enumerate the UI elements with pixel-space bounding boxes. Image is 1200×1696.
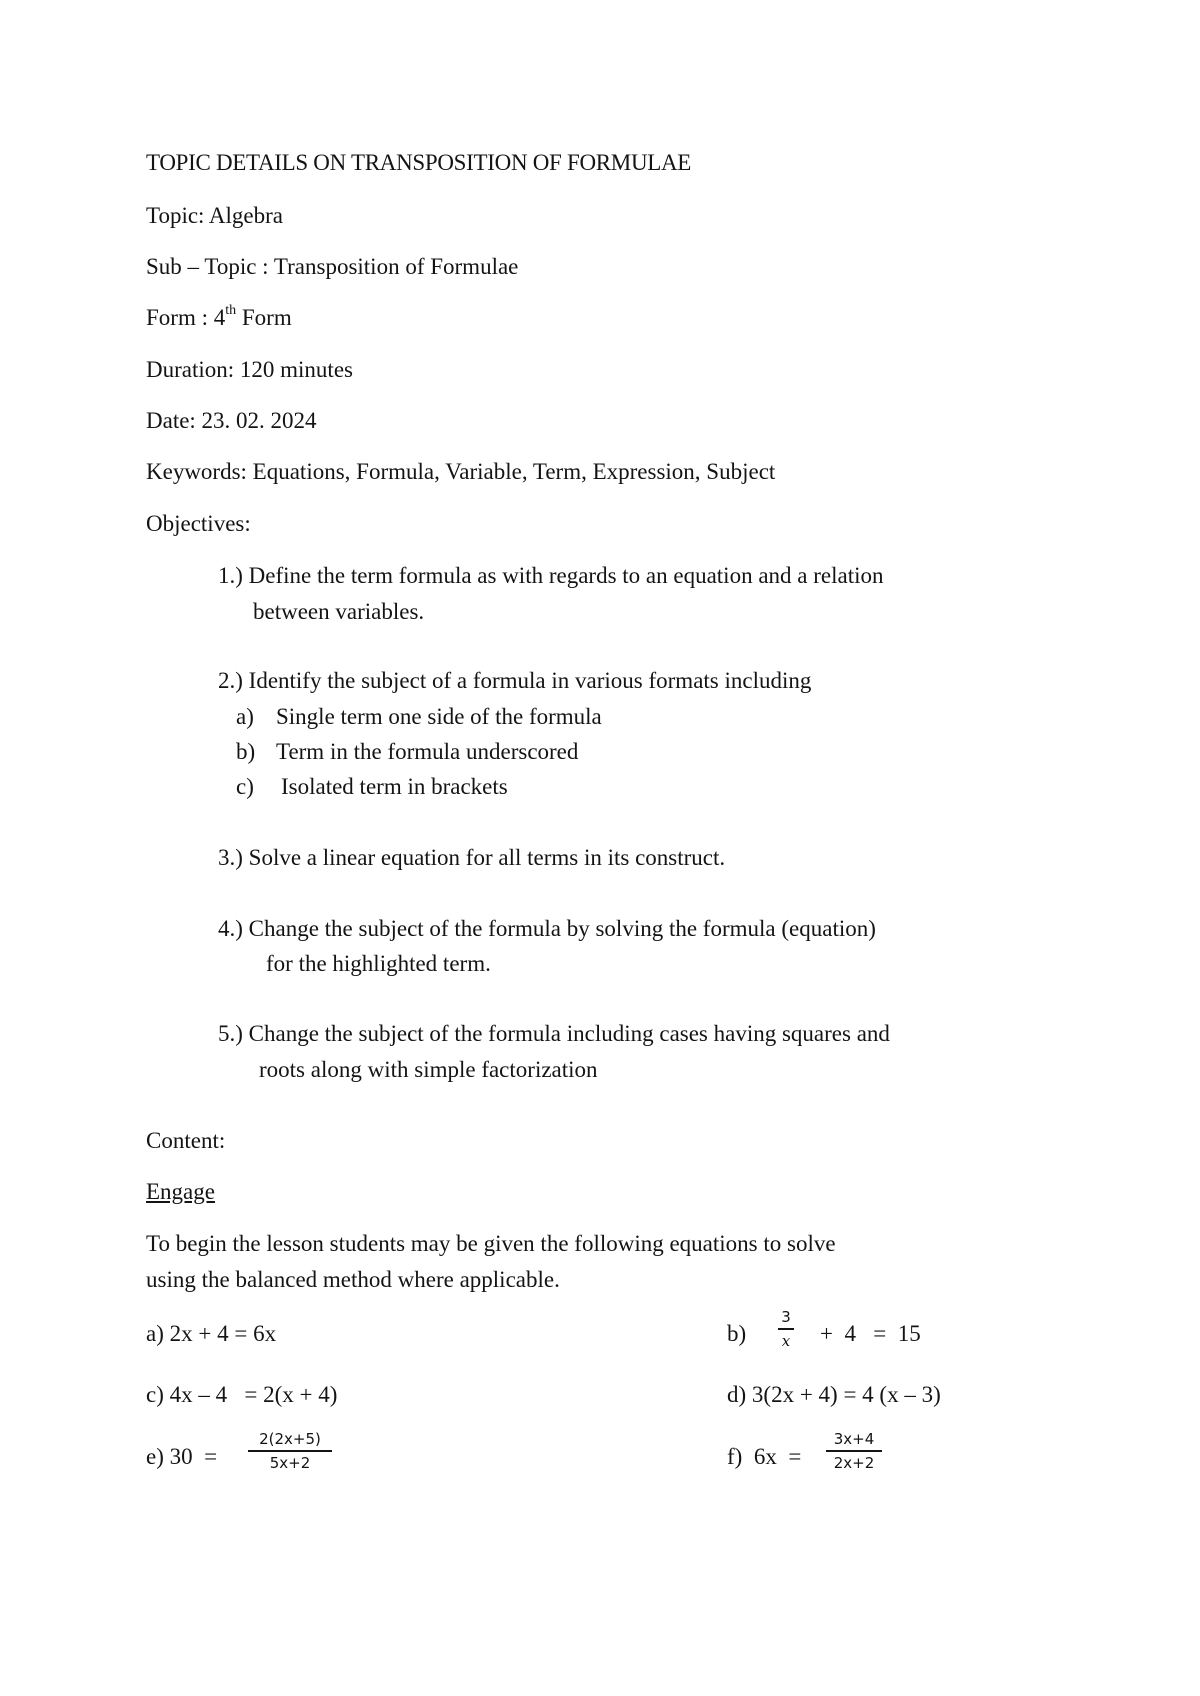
equation-a bbox=[146, 1322, 276, 1345]
objective-1-line-2: between variables. bbox=[253, 599, 425, 624]
objective-5-line-1: 5.) Change the subject of the formula including cases having squares and bbox=[218, 1021, 890, 1046]
objective-2-sub-b-text: Term in the formula underscored bbox=[276, 739, 579, 764]
equation-f-fraction-bar bbox=[826, 1450, 882, 1452]
equation-e-denominator: 5x+2 bbox=[269, 1453, 311, 1472]
form-line bbox=[146, 303, 292, 330]
equation-e-fraction-bar bbox=[248, 1450, 332, 1452]
equation-f-denominator: 2x+2 bbox=[833, 1453, 875, 1472]
equation-e-numerator: 2(2x+5) bbox=[259, 1430, 321, 1448]
equation-e-label: e) bbox=[146, 1444, 164, 1469]
equation-a-label: a) bbox=[146, 1321, 164, 1346]
duration-line: Duration: 120 minutes bbox=[146, 357, 353, 382]
objective-5-line-2: roots along with simple factorization bbox=[259, 1057, 598, 1082]
objective-1-line-1: 1.) Define the term formula as with regards to an equation and a relation bbox=[218, 563, 884, 588]
equation-a-expr: 2x + 4 = 6x bbox=[169, 1321, 277, 1346]
equation-d-label: d) bbox=[727, 1382, 747, 1407]
equation-f-lhs: 6x = bbox=[753, 1444, 802, 1469]
equation-b-fraction bbox=[778, 1310, 794, 1349]
engage-text-line-2: using the balanced method where applicable. bbox=[146, 1267, 560, 1292]
objective-4-line-1: 4.) Change the subject of the formula by solving the formula (equation) bbox=[218, 916, 876, 941]
equation-b-numerator: 3 bbox=[781, 1308, 791, 1326]
objective-4-line-2: for the highlighted term. bbox=[266, 951, 491, 976]
equation-b-denominator: x bbox=[781, 1331, 791, 1350]
equation-f-label: f) bbox=[727, 1444, 743, 1469]
equation-f-fraction bbox=[826, 1432, 882, 1471]
equation-b-fraction-bar bbox=[778, 1328, 794, 1330]
objective-2-sub-a-marker: a) bbox=[236, 704, 254, 729]
form-suffix: Form bbox=[236, 305, 292, 330]
topic-line: Topic: Algebra bbox=[146, 203, 283, 228]
form-prefix: Form : 4 bbox=[146, 305, 226, 330]
equation-d bbox=[727, 1383, 941, 1406]
equation-c-expr: 4x – 4 = 2(x + 4) bbox=[169, 1382, 338, 1407]
objective-3-line-1: 3.) Solve a linear equation for all terms in its construct. bbox=[218, 845, 726, 870]
equation-b-label: b) bbox=[727, 1321, 747, 1346]
content-heading: Content: bbox=[146, 1128, 226, 1153]
keywords-line: Keywords: Equations, Formula, Variable, Term, Expression, Subject bbox=[146, 459, 776, 484]
equation-e bbox=[146, 1445, 217, 1468]
subtopic-line: Sub – Topic : Transposition of Formulae bbox=[146, 254, 519, 279]
objective-2-line-1: 2.) Identify the subject of a formula in various formats including bbox=[218, 668, 812, 693]
objective-2-sub-c-marker: c) bbox=[236, 774, 254, 799]
objective-2-sub-b-marker: b) bbox=[236, 739, 256, 764]
date-line: Date: 23. 02. 2024 bbox=[146, 408, 317, 433]
equation-e-fraction bbox=[248, 1432, 332, 1471]
equation-e-lhs: 30 = bbox=[169, 1444, 218, 1469]
equation-f-numerator: 3x+4 bbox=[833, 1430, 875, 1448]
equation-c bbox=[146, 1383, 337, 1406]
engage-heading: Engage bbox=[146, 1179, 215, 1204]
objectives-heading: Objectives: bbox=[146, 511, 251, 536]
form-superscript: th bbox=[225, 303, 237, 318]
engage-text-line-1: To begin the lesson students may be given the following equations to solve bbox=[146, 1231, 836, 1256]
document-title: TOPIC DETAILS ON TRANSPOSITION OF FORMULAE bbox=[146, 150, 692, 175]
objective-2-sub-c-text: Isolated term in brackets bbox=[281, 774, 508, 799]
equation-b-rest: + 4 = 15 bbox=[820, 1321, 921, 1346]
equation-d-expr: 3(2x + 4) = 4 (x – 3) bbox=[751, 1382, 941, 1407]
equation-c-label: c) bbox=[146, 1382, 164, 1407]
equation-f bbox=[727, 1445, 801, 1468]
objective-2-sub-a-text: Single term one side of the formula bbox=[276, 704, 602, 729]
